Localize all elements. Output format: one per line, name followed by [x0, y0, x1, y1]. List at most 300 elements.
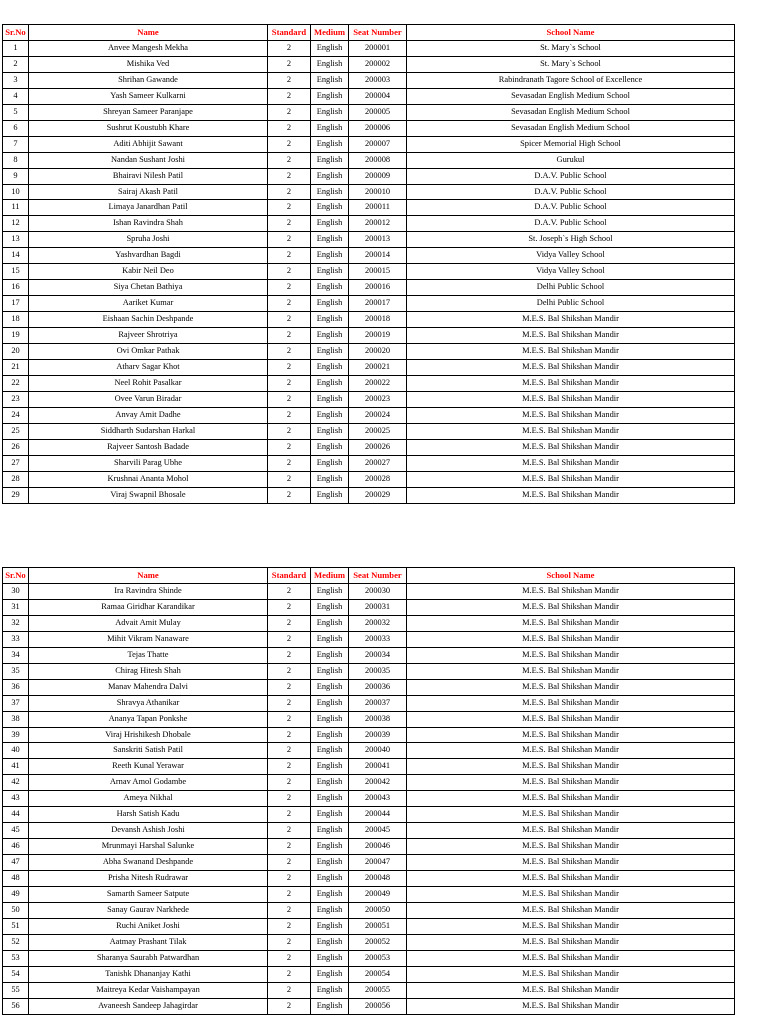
cell-standard: 2	[268, 455, 311, 471]
cell-srno: 20	[3, 344, 29, 360]
cell-srno: 41	[3, 759, 29, 775]
cell-name: Atharv Sagar Khot	[29, 360, 268, 376]
cell-standard: 2	[268, 344, 311, 360]
cell-standard: 2	[268, 184, 311, 200]
table-row	[3, 439, 735, 455]
table-row	[3, 152, 735, 168]
cell-school-name: M.E.S. Bal Shikshan Mandir	[407, 407, 735, 423]
cell-standard: 2	[268, 615, 311, 631]
table-row	[3, 966, 735, 982]
cell-srno: 30	[3, 583, 29, 599]
cell-seat-number: 200014	[349, 248, 407, 264]
cell-srno: 6	[3, 120, 29, 136]
cell-srno: 52	[3, 934, 29, 950]
table-row	[3, 934, 735, 950]
cell-srno: 24	[3, 407, 29, 423]
cell-seat-number: 200029	[349, 487, 407, 503]
cell-medium: English	[311, 407, 349, 423]
table-row	[3, 903, 735, 919]
cell-standard: 2	[268, 216, 311, 232]
cell-standard: 2	[268, 599, 311, 615]
table-row	[3, 823, 735, 839]
cell-standard: 2	[268, 104, 311, 120]
cell-school-name: M.E.S. Bal Shikshan Mandir	[407, 375, 735, 391]
cell-school-name: M.E.S. Bal Shikshan Mandir	[407, 934, 735, 950]
cell-standard: 2	[268, 312, 311, 328]
table-row	[3, 296, 735, 312]
cell-srno: 2	[3, 56, 29, 72]
cell-name: Ovi Omkar Pathak	[29, 344, 268, 360]
cell-name: Sairaj Akash Patil	[29, 184, 268, 200]
cell-standard: 2	[268, 471, 311, 487]
table-row	[3, 839, 735, 855]
cell-standard: 2	[268, 88, 311, 104]
cell-standard: 2	[268, 807, 311, 823]
cell-seat-number: 200020	[349, 344, 407, 360]
cell-name: Anvay Amit Dadhe	[29, 407, 268, 423]
cell-name: Tejas Thatte	[29, 647, 268, 663]
cell-medium: English	[311, 200, 349, 216]
cell-seat-number: 200035	[349, 663, 407, 679]
table-row	[3, 918, 735, 934]
cell-standard: 2	[268, 200, 311, 216]
cell-srno: 13	[3, 232, 29, 248]
cell-school-name: D.A.V. Public School	[407, 184, 735, 200]
cell-name: Sharanya Saurabh Patwardhan	[29, 950, 268, 966]
cell-name: Aariket Kumar	[29, 296, 268, 312]
cell-standard: 2	[268, 663, 311, 679]
cell-seat-number: 200042	[349, 775, 407, 791]
cell-name: Krushnai Ananta Mohol	[29, 471, 268, 487]
cell-seat-number: 200048	[349, 871, 407, 887]
cell-srno: 1	[3, 40, 29, 56]
cell-school-name: M.E.S. Bal Shikshan Mandir	[407, 439, 735, 455]
cell-medium: English	[311, 775, 349, 791]
cell-srno: 14	[3, 248, 29, 264]
cell-name: Sushrut Koustubh Khare	[29, 120, 268, 136]
cell-school-name: M.E.S. Bal Shikshan Mandir	[407, 950, 735, 966]
cell-medium: English	[311, 918, 349, 934]
cell-medium: English	[311, 839, 349, 855]
cell-standard: 2	[268, 280, 311, 296]
cell-medium: English	[311, 679, 349, 695]
cell-name: Nandan Sushant Joshi	[29, 152, 268, 168]
cell-seat-number: 200010	[349, 184, 407, 200]
cell-school-name: M.E.S. Bal Shikshan Mandir	[407, 328, 735, 344]
table-row	[3, 743, 735, 759]
cell-standard: 2	[268, 743, 311, 759]
cell-medium: English	[311, 487, 349, 503]
table-row	[3, 200, 735, 216]
cell-srno: 9	[3, 168, 29, 184]
cell-srno: 28	[3, 471, 29, 487]
cell-seat-number: 200026	[349, 439, 407, 455]
cell-seat-number: 200055	[349, 982, 407, 998]
cell-standard: 2	[268, 982, 311, 998]
cell-school-name: Sevasadan English Medium School	[407, 88, 735, 104]
cell-name: Rajveer Shrotriya	[29, 328, 268, 344]
table-row	[3, 727, 735, 743]
cell-name: Ameya Nikhal	[29, 791, 268, 807]
cell-srno: 50	[3, 903, 29, 919]
cell-standard: 2	[268, 168, 311, 184]
cell-srno: 12	[3, 216, 29, 232]
cell-school-name: M.E.S. Bal Shikshan Mandir	[407, 807, 735, 823]
cell-srno: 48	[3, 871, 29, 887]
cell-seat-number: 200006	[349, 120, 407, 136]
cell-srno: 18	[3, 312, 29, 328]
table-row	[3, 998, 735, 1014]
cell-medium: English	[311, 791, 349, 807]
table-row	[3, 184, 735, 200]
table-row	[3, 216, 735, 232]
cell-srno: 29	[3, 487, 29, 503]
cell-seat-number: 200053	[349, 950, 407, 966]
cell-name: Aditi Abhijit Sawant	[29, 136, 268, 152]
table-row	[3, 120, 735, 136]
cell-srno: 43	[3, 791, 29, 807]
cell-standard: 2	[268, 423, 311, 439]
cell-school-name: M.E.S. Bal Shikshan Mandir	[407, 903, 735, 919]
header-name: Name	[29, 568, 268, 584]
cell-name: Ishan Ravindra Shah	[29, 216, 268, 232]
header-name: Name	[29, 25, 268, 41]
header-school-name: School Name	[407, 568, 735, 584]
cell-seat-number: 200036	[349, 679, 407, 695]
cell-school-name: M.E.S. Bal Shikshan Mandir	[407, 775, 735, 791]
cell-medium: English	[311, 72, 349, 88]
cell-seat-number: 200001	[349, 40, 407, 56]
cell-school-name: M.E.S. Bal Shikshan Mandir	[407, 455, 735, 471]
header-school-name: School Name	[407, 25, 735, 41]
cell-standard: 2	[268, 152, 311, 168]
cell-seat-number: 200043	[349, 791, 407, 807]
cell-name: Tanishk Dhananjay Kathi	[29, 966, 268, 982]
cell-seat-number: 200054	[349, 966, 407, 982]
cell-seat-number: 200031	[349, 599, 407, 615]
cell-medium: English	[311, 663, 349, 679]
cell-medium: English	[311, 264, 349, 280]
cell-standard: 2	[268, 679, 311, 695]
cell-school-name: Sevasadan English Medium School	[407, 120, 735, 136]
cell-srno: 54	[3, 966, 29, 982]
cell-name: Shreyan Sameer Paranjape	[29, 104, 268, 120]
cell-seat-number: 200046	[349, 839, 407, 855]
cell-seat-number: 200005	[349, 104, 407, 120]
cell-medium: English	[311, 903, 349, 919]
cell-name: Avaneesh Sandeep Jahagirdar	[29, 998, 268, 1014]
table-row	[3, 136, 735, 152]
cell-school-name: M.E.S. Bal Shikshan Mandir	[407, 871, 735, 887]
table-row	[3, 423, 735, 439]
cell-medium: English	[311, 695, 349, 711]
cell-standard: 2	[268, 40, 311, 56]
cell-seat-number: 200047	[349, 855, 407, 871]
cell-seat-number: 200016	[349, 280, 407, 296]
cell-medium: English	[311, 312, 349, 328]
cell-school-name: M.E.S. Bal Shikshan Mandir	[407, 471, 735, 487]
cell-medium: English	[311, 232, 349, 248]
cell-srno: 35	[3, 663, 29, 679]
cell-seat-number: 200052	[349, 934, 407, 950]
cell-medium: English	[311, 871, 349, 887]
cell-seat-number: 200050	[349, 903, 407, 919]
cell-school-name: M.E.S. Bal Shikshan Mandir	[407, 647, 735, 663]
cell-school-name: M.E.S. Bal Shikshan Mandir	[407, 615, 735, 631]
cell-school-name: St. Joseph`s High School	[407, 232, 735, 248]
cell-school-name: M.E.S. Bal Shikshan Mandir	[407, 679, 735, 695]
cell-name: Devansh Ashish Joshi	[29, 823, 268, 839]
cell-name: Yashvardhan Bagdi	[29, 248, 268, 264]
cell-medium: English	[311, 391, 349, 407]
cell-seat-number: 200015	[349, 264, 407, 280]
cell-srno: 33	[3, 631, 29, 647]
cell-school-name: M.E.S. Bal Shikshan Mandir	[407, 360, 735, 376]
cell-medium: English	[311, 583, 349, 599]
cell-seat-number: 200033	[349, 631, 407, 647]
cell-standard: 2	[268, 296, 311, 312]
table-row	[3, 248, 735, 264]
table-row	[3, 599, 735, 615]
cell-medium: English	[311, 647, 349, 663]
cell-school-name: Vidya Valley School	[407, 264, 735, 280]
table-row	[3, 791, 735, 807]
cell-seat-number: 200004	[349, 88, 407, 104]
cell-school-name: St. Mary`s School	[407, 56, 735, 72]
table-row	[3, 583, 735, 599]
cell-school-name: M.E.S. Bal Shikshan Mandir	[407, 743, 735, 759]
cell-name: Viraj Hrishikesh Dhobale	[29, 727, 268, 743]
table-row	[3, 807, 735, 823]
cell-medium: English	[311, 966, 349, 982]
cell-name: Manav Mahendra Dalvi	[29, 679, 268, 695]
cell-srno: 25	[3, 423, 29, 439]
cell-srno: 55	[3, 982, 29, 998]
cell-standard: 2	[268, 375, 311, 391]
cell-standard: 2	[268, 583, 311, 599]
cell-srno: 5	[3, 104, 29, 120]
cell-medium: English	[311, 807, 349, 823]
table-row	[3, 775, 735, 791]
table-row	[3, 391, 735, 407]
cell-medium: English	[311, 615, 349, 631]
cell-srno: 49	[3, 887, 29, 903]
cell-standard: 2	[268, 248, 311, 264]
cell-standard: 2	[268, 407, 311, 423]
cell-school-name: M.E.S. Bal Shikshan Mandir	[407, 918, 735, 934]
cell-name: Bhairavi Nilesh Patil	[29, 168, 268, 184]
cell-medium: English	[311, 950, 349, 966]
cell-school-name: Gurukul	[407, 152, 735, 168]
cell-medium: English	[311, 136, 349, 152]
cell-medium: English	[311, 423, 349, 439]
header-srno: Sr.No	[3, 568, 29, 584]
cell-seat-number: 200032	[349, 615, 407, 631]
cell-name: Spruha Joshi	[29, 232, 268, 248]
cell-standard: 2	[268, 966, 311, 982]
header-standard: Standard	[268, 25, 311, 41]
cell-srno: 3	[3, 72, 29, 88]
cell-srno: 22	[3, 375, 29, 391]
cell-srno: 26	[3, 439, 29, 455]
cell-seat-number: 200056	[349, 998, 407, 1014]
cell-name: Neel Rohit Pasalkar	[29, 375, 268, 391]
cell-medium: English	[311, 727, 349, 743]
cell-school-name: M.E.S. Bal Shikshan Mandir	[407, 982, 735, 998]
cell-standard: 2	[268, 711, 311, 727]
cell-school-name: Sevasadan English Medium School	[407, 104, 735, 120]
cell-school-name: D.A.V. Public School	[407, 216, 735, 232]
cell-medium: English	[311, 280, 349, 296]
table-row	[3, 168, 735, 184]
table-row	[3, 982, 735, 998]
cell-name: Samarth Sameer Satpute	[29, 887, 268, 903]
header-row	[3, 568, 735, 584]
table-row	[3, 663, 735, 679]
cell-name: Rajveer Santosh Badade	[29, 439, 268, 455]
cell-seat-number: 200002	[349, 56, 407, 72]
cell-standard: 2	[268, 120, 311, 136]
table-row	[3, 647, 735, 663]
cell-medium: English	[311, 887, 349, 903]
table-row	[3, 40, 735, 56]
table-row	[3, 344, 735, 360]
cell-seat-number: 200018	[349, 312, 407, 328]
cell-school-name: M.E.S. Bal Shikshan Mandir	[407, 966, 735, 982]
cell-standard: 2	[268, 487, 311, 503]
table-row	[3, 950, 735, 966]
cell-medium: English	[311, 471, 349, 487]
cell-seat-number: 200044	[349, 807, 407, 823]
cell-name: Anvee Mangesh Mekha	[29, 40, 268, 56]
cell-srno: 32	[3, 615, 29, 631]
student-table-1	[2, 24, 735, 504]
table-row	[3, 679, 735, 695]
cell-standard: 2	[268, 998, 311, 1014]
cell-srno: 46	[3, 839, 29, 855]
cell-school-name: M.E.S. Bal Shikshan Mandir	[407, 695, 735, 711]
cell-standard: 2	[268, 791, 311, 807]
table-row	[3, 407, 735, 423]
cell-standard: 2	[268, 695, 311, 711]
table-row	[3, 280, 735, 296]
cell-srno: 38	[3, 711, 29, 727]
header-seat-number: Seat Number	[349, 568, 407, 584]
cell-seat-number: 200013	[349, 232, 407, 248]
cell-seat-number: 200023	[349, 391, 407, 407]
cell-medium: English	[311, 360, 349, 376]
cell-medium: English	[311, 375, 349, 391]
cell-school-name: M.E.S. Bal Shikshan Mandir	[407, 791, 735, 807]
header-row	[3, 25, 735, 41]
cell-standard: 2	[268, 950, 311, 966]
table-row	[3, 615, 735, 631]
cell-name: Ramaa Giridhar Karandikar	[29, 599, 268, 615]
cell-school-name: M.E.S. Bal Shikshan Mandir	[407, 727, 735, 743]
table-row	[3, 328, 735, 344]
cell-medium: English	[311, 168, 349, 184]
cell-medium: English	[311, 40, 349, 56]
cell-standard: 2	[268, 918, 311, 934]
cell-medium: English	[311, 328, 349, 344]
cell-standard: 2	[268, 839, 311, 855]
cell-medium: English	[311, 823, 349, 839]
cell-school-name: M.E.S. Bal Shikshan Mandir	[407, 759, 735, 775]
cell-srno: 27	[3, 455, 29, 471]
cell-school-name: M.E.S. Bal Shikshan Mandir	[407, 423, 735, 439]
table-row	[3, 56, 735, 72]
cell-medium: English	[311, 855, 349, 871]
table-row	[3, 375, 735, 391]
cell-name: Viraj Swapnil Bhosale	[29, 487, 268, 503]
cell-name: Ovee Varun Biradar	[29, 391, 268, 407]
cell-medium: English	[311, 88, 349, 104]
cell-srno: 11	[3, 200, 29, 216]
cell-srno: 15	[3, 264, 29, 280]
cell-name: Maitreya Kedar Vaishampayan	[29, 982, 268, 998]
cell-medium: English	[311, 439, 349, 455]
cell-standard: 2	[268, 934, 311, 950]
cell-standard: 2	[268, 855, 311, 871]
cell-medium: English	[311, 934, 349, 950]
cell-srno: 40	[3, 743, 29, 759]
cell-name: Siddharth Sudarshan Harkal	[29, 423, 268, 439]
cell-srno: 42	[3, 775, 29, 791]
cell-seat-number: 200022	[349, 375, 407, 391]
cell-school-name: D.A.V. Public School	[407, 168, 735, 184]
cell-seat-number: 200051	[349, 918, 407, 934]
cell-standard: 2	[268, 136, 311, 152]
cell-seat-number: 200003	[349, 72, 407, 88]
cell-standard: 2	[268, 360, 311, 376]
student-table-2	[2, 567, 735, 1015]
cell-school-name: Delhi Public School	[407, 280, 735, 296]
cell-srno: 4	[3, 88, 29, 104]
table-row	[3, 264, 735, 280]
cell-medium: English	[311, 56, 349, 72]
cell-school-name: M.E.S. Bal Shikshan Mandir	[407, 344, 735, 360]
cell-standard: 2	[268, 631, 311, 647]
cell-standard: 2	[268, 56, 311, 72]
cell-name: Sanay Gaurav Narkhede	[29, 903, 268, 919]
cell-school-name: M.E.S. Bal Shikshan Mandir	[407, 631, 735, 647]
cell-srno: 8	[3, 152, 29, 168]
cell-name: Abha Swanand Deshpande	[29, 855, 268, 871]
cell-school-name: Vidya Valley School	[407, 248, 735, 264]
cell-srno: 10	[3, 184, 29, 200]
cell-name: Ruchi Aniket Joshi	[29, 918, 268, 934]
cell-school-name: M.E.S. Bal Shikshan Mandir	[407, 998, 735, 1014]
cell-school-name: M.E.S. Bal Shikshan Mandir	[407, 839, 735, 855]
table-row	[3, 871, 735, 887]
cell-name: Sanskriti Satish Patil	[29, 743, 268, 759]
table-row	[3, 312, 735, 328]
cell-seat-number: 200027	[349, 455, 407, 471]
cell-name: Yash Sameer Kulkarni	[29, 88, 268, 104]
cell-srno: 17	[3, 296, 29, 312]
header-srno: Sr.No	[3, 25, 29, 41]
cell-srno: 23	[3, 391, 29, 407]
cell-srno: 34	[3, 647, 29, 663]
cell-name: Mihit Vikram Nanaware	[29, 631, 268, 647]
cell-srno: 31	[3, 599, 29, 615]
cell-standard: 2	[268, 72, 311, 88]
cell-standard: 2	[268, 887, 311, 903]
cell-name: Siya Chetan Bathiya	[29, 280, 268, 296]
cell-school-name: M.E.S. Bal Shikshan Mandir	[407, 599, 735, 615]
cell-srno: 56	[3, 998, 29, 1014]
cell-seat-number: 200034	[349, 647, 407, 663]
